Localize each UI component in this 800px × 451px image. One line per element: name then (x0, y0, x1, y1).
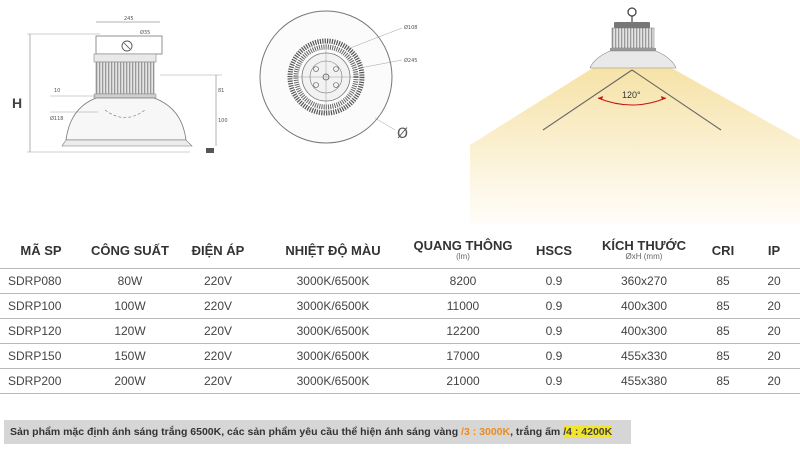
cell-cri: 85 (698, 369, 748, 394)
cell-code: SDRP120 (0, 319, 82, 344)
col-header-kich-thuoc: KÍCH THƯỚC ØxH (mm) (590, 232, 698, 269)
table-row (0, 369, 800, 394)
col-header-ip: IP (767, 242, 781, 258)
col-header-cri: CRI (711, 242, 735, 258)
cell-voltage: 220V (178, 319, 258, 344)
cell-ip: 20 (748, 344, 800, 369)
cell-size: 400x300 (590, 319, 698, 344)
cell-ip: 20 (748, 319, 800, 344)
cell-cri: 85 (698, 319, 748, 344)
cell-color-temp: 3000K/6500K (258, 269, 408, 294)
col-header-dien-ap: ĐIỆN ÁP (191, 242, 245, 258)
technical-drawings (0, 0, 800, 225)
col-header-nhiet-do-mau: NHIỆT ĐỘ MÀU (285, 242, 381, 258)
top-view-drawing (260, 11, 417, 143)
spec-table (0, 232, 800, 394)
cell-voltage: 220V (178, 294, 258, 319)
dim-10-label: 10 (54, 88, 61, 94)
cell-power-factor: 0.9 (518, 344, 590, 369)
cell-color-temp: 3000K/6500K (258, 344, 408, 369)
cell-power-factor: 0.9 (518, 269, 590, 294)
cell-voltage: 220V (178, 344, 258, 369)
cell-voltage: 220V (178, 369, 258, 394)
cell-color-temp: 3000K/6500K (258, 319, 408, 344)
cell-ip: 20 (748, 369, 800, 394)
beam-angle-illustration (470, 8, 800, 225)
cell-lumen: 8200 (408, 269, 518, 294)
col-subheader-mm: ØxH (mm) (625, 251, 663, 261)
cell-power: 200W (82, 369, 178, 394)
cell-power: 150W (82, 344, 178, 369)
cell-lumen: 11000 (408, 294, 518, 319)
col-header-cong-suat: CÔNG SUẤT (91, 242, 169, 258)
cell-lumen: 17000 (408, 344, 518, 369)
col-subheader-lm: (lm) (456, 251, 470, 261)
cell-code: SDRP100 (0, 294, 82, 319)
cell-code: SDRP080 (0, 269, 82, 294)
table-row (0, 269, 800, 294)
width-label: 245 (124, 16, 134, 22)
cell-power: 120W (82, 319, 178, 344)
note-text: Sản phẩm mặc định ánh sáng trắng 6500K, các sản phẩm yêu cầu thể hiện ánh sáng vàng (10, 426, 462, 438)
cell-power: 80W (82, 269, 178, 294)
side-view-drawing (12, 16, 228, 153)
dim-81-label: 81 (218, 88, 225, 94)
cell-power-factor: 0.9 (518, 294, 590, 319)
cell-cri: 85 (698, 344, 748, 369)
cell-lumen: 21000 (408, 369, 518, 394)
cell-lumen: 12200 (408, 319, 518, 344)
cell-code: SDRP200 (0, 369, 82, 394)
col-header-ma-sp: MÃ SP (20, 242, 62, 258)
cell-color-temp: 3000K/6500K (258, 294, 408, 319)
cell-size: 455x380 (590, 369, 698, 394)
diameter-symbol: Ø (397, 126, 409, 142)
height-label: H (12, 95, 23, 111)
outer-diameter-label: Ø245 (404, 58, 418, 64)
note-warm-option: /3 : 3000K (461, 426, 511, 438)
cell-color-temp: 3000K/6500K (258, 369, 408, 394)
cell-cri: 85 (698, 294, 748, 319)
cell-size: 400x300 (590, 294, 698, 319)
cell-size: 455x330 (590, 344, 698, 369)
cell-ip: 20 (748, 294, 800, 319)
note-neutral-option: /4 : 4200K (563, 426, 613, 438)
beam-angle-label: 120° (622, 90, 641, 100)
top-diameter-label: Ø118 (50, 116, 64, 122)
cell-power: 100W (82, 294, 178, 319)
dim-100-label: 100 (218, 118, 228, 124)
col-header-hscs: HSCS (535, 242, 573, 258)
cell-power-factor: 0.9 (518, 319, 590, 344)
table-row (0, 344, 800, 369)
cell-power-factor: 0.9 (518, 369, 590, 394)
note-mid-text: , trắng ấm (510, 426, 564, 438)
table-row (0, 294, 800, 319)
table-header-row (0, 232, 800, 269)
knob-label: Ø35 (140, 30, 151, 36)
inner-diameter-label: Ø108 (404, 25, 418, 31)
table-row (0, 319, 800, 344)
cell-code: SDRP150 (0, 344, 82, 369)
default-color-note (4, 420, 631, 444)
cell-ip: 20 (748, 269, 800, 294)
cell-voltage: 220V (178, 269, 258, 294)
col-header-quang-thong: QUANG THÔNG (lm) (408, 232, 518, 269)
cell-cri: 85 (698, 269, 748, 294)
cell-size: 360x270 (590, 269, 698, 294)
